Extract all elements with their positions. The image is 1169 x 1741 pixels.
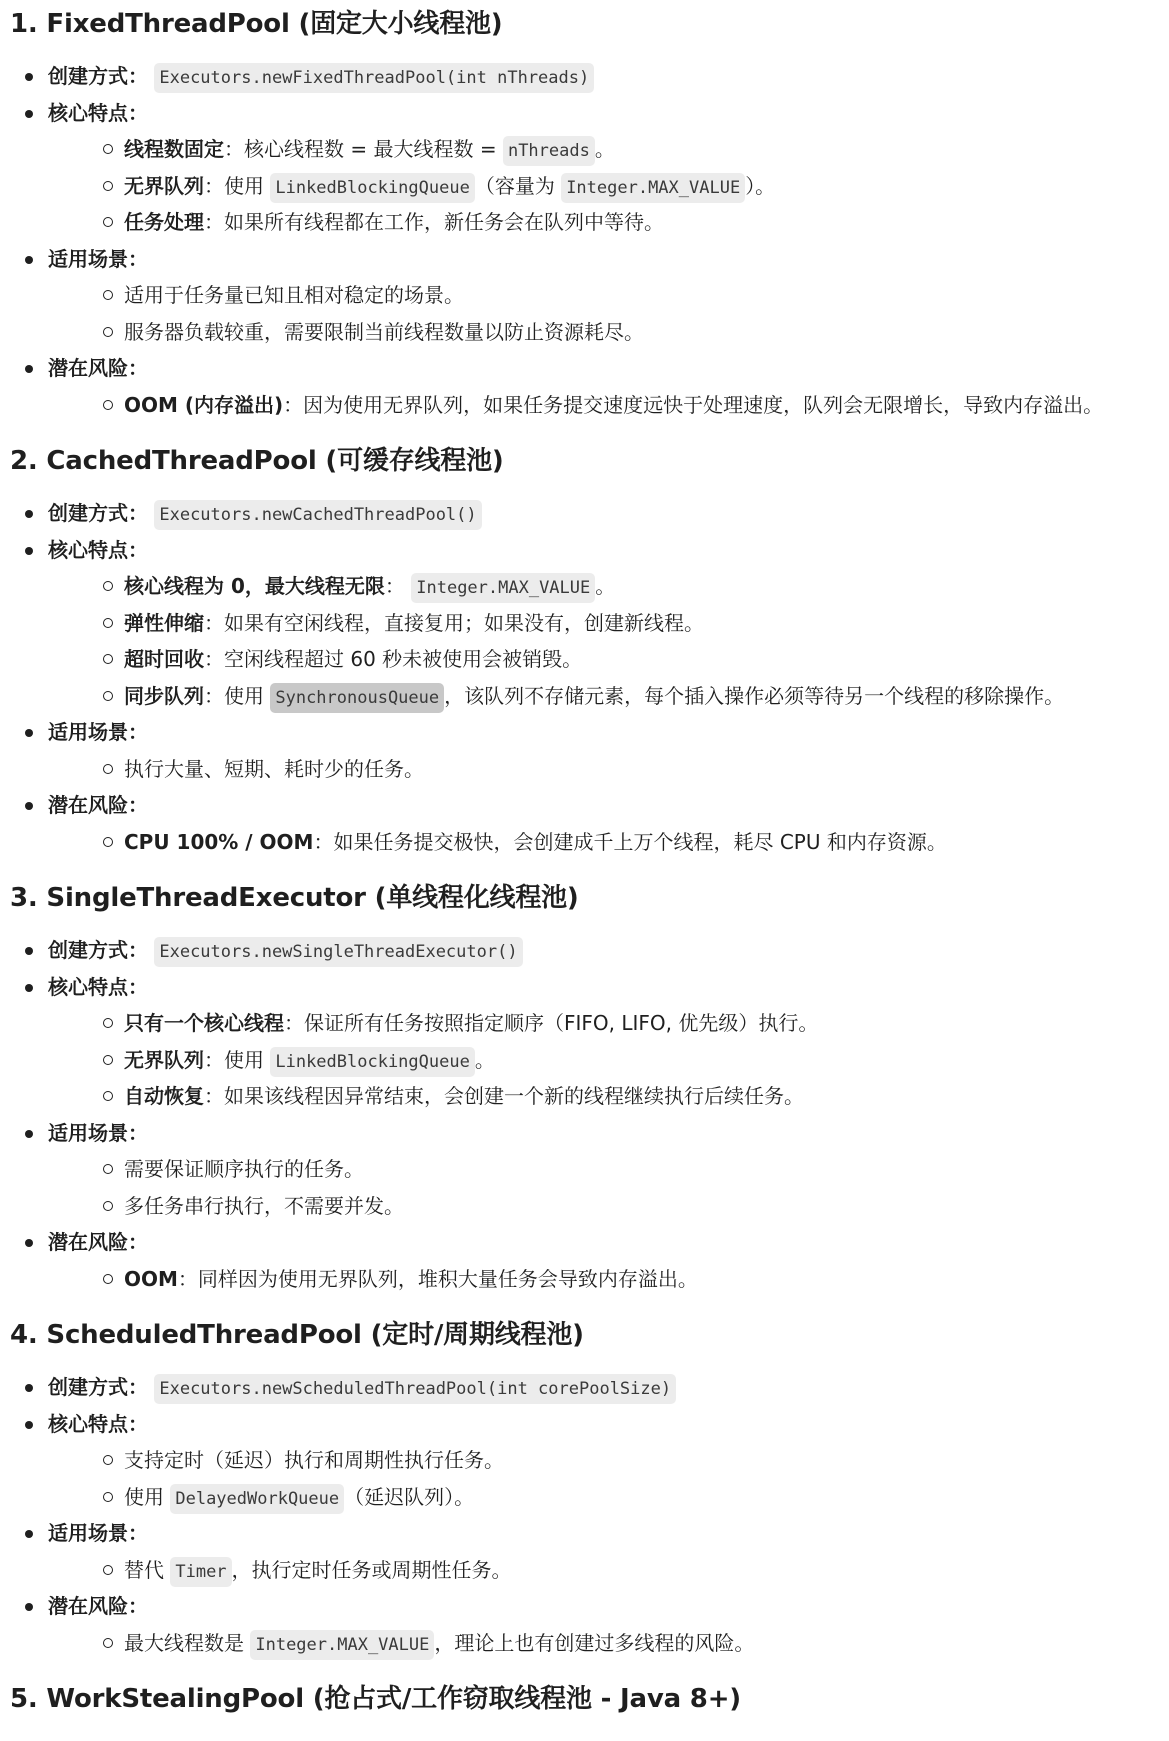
list-item: 任务处理：如果所有线程都在工作，新任务会在队列中等待。 bbox=[48, 204, 1169, 241]
section-title: 3. SingleThreadExecutor (单线程化线程池) bbox=[10, 883, 579, 913]
list-item: 使用 DelayedWorkQueue （延迟队列）。 bbox=[48, 1479, 1169, 1516]
code-snippet-highlighted: SynchronousQueue bbox=[270, 683, 444, 713]
list-item: 线程数固定：核心线程数 = 最大线程数 = nThreads 。 bbox=[48, 131, 1169, 168]
features-item: 核心特点： 线程数固定：核心线程数 = 最大线程数 = nThreads 。 无界队列：使用 LinkedBlockingQueue （容量为 Integer.MAX_VALUE ）。 任务处理：如果所有线程都在工作，新任务会在队列中等待。 bbox=[10, 95, 1169, 241]
risks-item: 潜在风险： CPU 100% / OOM：如果任务提交极快，会创建成千上万个线程，耗尽 CPU 和内存资源。 bbox=[10, 787, 1169, 860]
list-item: CPU 100% / OOM：如果任务提交极快，会创建成千上万个线程，耗尽 CPU 和内存资源。 bbox=[48, 824, 1169, 861]
list-item: OOM (内存溢出)：因为使用无界队列，如果任务提交速度远快于处理速度，队列会无限增长，导致内存溢出。 bbox=[48, 387, 1169, 424]
section-cached-thread-pool bbox=[10, 439, 1169, 860]
bullet-list bbox=[10, 1369, 1169, 1661]
features-item: 核心特点： 支持定时（延迟）执行和周期性执行任务。 使用 DelayedWorkQueue （延迟队列）。 bbox=[10, 1406, 1169, 1516]
scenarios-item: 适用场景： 执行大量、短期、耗时少的任务。 bbox=[10, 714, 1169, 787]
list-item: 核心线程为 0，最大线程无限： Integer.MAX_VALUE 。 bbox=[48, 568, 1169, 605]
sub-list bbox=[48, 1442, 1169, 1515]
code-snippet: LinkedBlockingQueue bbox=[270, 173, 474, 203]
section-title: 4. ScheduledThreadPool (定时/周期线程池) bbox=[10, 1320, 584, 1350]
scenarios-item: 适用场景： 需要保证顺序执行的任务。 多任务串行执行，不需要并发。 bbox=[10, 1115, 1169, 1225]
list-item: 最大线程数是 Integer.MAX_VALUE ，理论上也有创建过多线程的风险。 bbox=[48, 1625, 1169, 1662]
create-method-item: 创建方式： Executors.newFixedThreadPool(int nThreads) bbox=[10, 58, 1169, 95]
section-single-thread-executor bbox=[10, 876, 1169, 1297]
code-snippet: Executors.newSingleThreadExecutor() bbox=[154, 937, 522, 967]
create-method-item: 创建方式： Executors.newScheduledThreadPool(int corePoolSize) bbox=[10, 1369, 1169, 1406]
create-method-item: 创建方式： Executors.newSingleThreadExecutor() bbox=[10, 932, 1169, 969]
sub-list bbox=[48, 1625, 1169, 1662]
create-method-item: 创建方式： Executors.newCachedThreadPool() bbox=[10, 495, 1169, 532]
code-snippet: Executors.newScheduledThreadPool(int corePoolSize) bbox=[154, 1374, 676, 1404]
risks-item: 潜在风险： OOM (内存溢出)：因为使用无界队列，如果任务提交速度远快于处理速度，队列会无限增长，导致内存溢出。 bbox=[10, 350, 1169, 423]
section-scheduled-thread-pool bbox=[10, 1313, 1169, 1661]
bullet-list bbox=[10, 58, 1169, 423]
sub-list bbox=[48, 568, 1169, 714]
list-item: 支持定时（延迟）执行和周期性执行任务。 bbox=[48, 1442, 1169, 1479]
bullet-list bbox=[10, 932, 1169, 1297]
code-snippet: Integer.MAX_VALUE bbox=[561, 173, 745, 203]
sub-list bbox=[48, 1005, 1169, 1115]
sub-list bbox=[48, 387, 1169, 424]
code-snippet: nThreads bbox=[503, 136, 595, 166]
section-title: 1. FixedThreadPool (固定大小线程池) bbox=[10, 9, 503, 39]
section-title: 2. CachedThreadPool (可缓存线程池) bbox=[10, 446, 504, 476]
list-item: 执行大量、短期、耗时少的任务。 bbox=[48, 751, 1169, 788]
bullet-list bbox=[10, 495, 1169, 860]
section-title: 5. WorkStealingPool (抢占式/工作窃取线程池 - Java 8+) bbox=[10, 1684, 741, 1714]
code-snippet: Timer bbox=[170, 1557, 231, 1587]
code-snippet: Executors.newFixedThreadPool(int nThreads) bbox=[154, 63, 594, 93]
list-item: 替代 Timer ，执行定时任务或周期性任务。 bbox=[48, 1552, 1169, 1589]
code-snippet: Integer.MAX_VALUE bbox=[411, 573, 595, 603]
risks-item: 潜在风险： 最大线程数是 Integer.MAX_VALUE ，理论上也有创建过多线程的风险。 bbox=[10, 1588, 1169, 1661]
sub-list bbox=[48, 1261, 1169, 1298]
scenarios-item: 适用场景： 适用于任务量已知且相对稳定的场景。 服务器负载较重，需要限制当前线程数量以防止资源耗尽。 bbox=[10, 241, 1169, 351]
section-work-stealing-pool bbox=[10, 1677, 1169, 1733]
code-snippet: DelayedWorkQueue bbox=[170, 1484, 344, 1514]
list-item: 自动恢复：如果该线程因异常结束，会创建一个新的线程继续执行后续任务。 bbox=[48, 1078, 1169, 1115]
list-item: 同步队列：使用 SynchronousQueue ，该队列不存储元素，每个插入操作必须等待另一个线程的移除操作。 bbox=[48, 678, 1169, 715]
code-snippet: Integer.MAX_VALUE bbox=[250, 1630, 434, 1660]
sub-list bbox=[48, 1552, 1169, 1589]
features-item: 核心特点： 核心线程为 0，最大线程无限： Integer.MAX_VALUE 。 弹性伸缩：如果有空闲线程，直接复用；如果没有，创建新线程。 超时回收：空闲线程超过 60 秒未被使用会被销毁。 同步队列：使用 SynchronousQueue ，该队列不存储元素，每个插入操作必须等待另一个线程的移除操作。 bbox=[10, 532, 1169, 715]
sub-list bbox=[48, 824, 1169, 861]
sub-list bbox=[48, 1151, 1169, 1224]
scenarios-item: 适用场景： 替代 Timer ，执行定时任务或周期性任务。 bbox=[10, 1515, 1169, 1588]
code-snippet: LinkedBlockingQueue bbox=[270, 1047, 474, 1077]
list-item: 适用于任务量已知且相对稳定的场景。 bbox=[48, 277, 1169, 314]
sub-list bbox=[48, 751, 1169, 788]
list-item: 超时回收：空闲线程超过 60 秒未被使用会被销毁。 bbox=[48, 641, 1169, 678]
section-fixed-thread-pool bbox=[10, 2, 1169, 423]
sub-list bbox=[48, 277, 1169, 350]
list-item: 无界队列：使用 LinkedBlockingQueue （容量为 Integer.MAX_VALUE ）。 bbox=[48, 168, 1169, 205]
list-item: 多任务串行执行，不需要并发。 bbox=[48, 1188, 1169, 1225]
risks-item: 潜在风险： OOM：同样因为使用无界队列，堆积大量任务会导致内存溢出。 bbox=[10, 1224, 1169, 1297]
sub-list bbox=[48, 131, 1169, 241]
list-item: 服务器负载较重，需要限制当前线程数量以防止资源耗尽。 bbox=[48, 314, 1169, 351]
list-item: OOM：同样因为使用无界队列，堆积大量任务会导致内存溢出。 bbox=[48, 1261, 1169, 1298]
features-item: 核心特点： 只有一个核心线程：保证所有任务按照指定顺序（FIFO, LIFO, 优先级）执行。 无界队列：使用 LinkedBlockingQueue 。 自动恢复：如果该线程因异常结束，会创建一个新的线程继续执行后续任务。 bbox=[10, 969, 1169, 1115]
list-item: 无界队列：使用 LinkedBlockingQueue 。 bbox=[48, 1042, 1169, 1079]
list-item: 只有一个核心线程：保证所有任务按照指定顺序（FIFO, LIFO, 优先级）执行。 bbox=[48, 1005, 1169, 1042]
list-item: 弹性伸缩：如果有空闲线程，直接复用；如果没有，创建新线程。 bbox=[48, 605, 1169, 642]
list-item: 需要保证顺序执行的任务。 bbox=[48, 1151, 1169, 1188]
code-snippet: Executors.newCachedThreadPool() bbox=[154, 500, 481, 530]
